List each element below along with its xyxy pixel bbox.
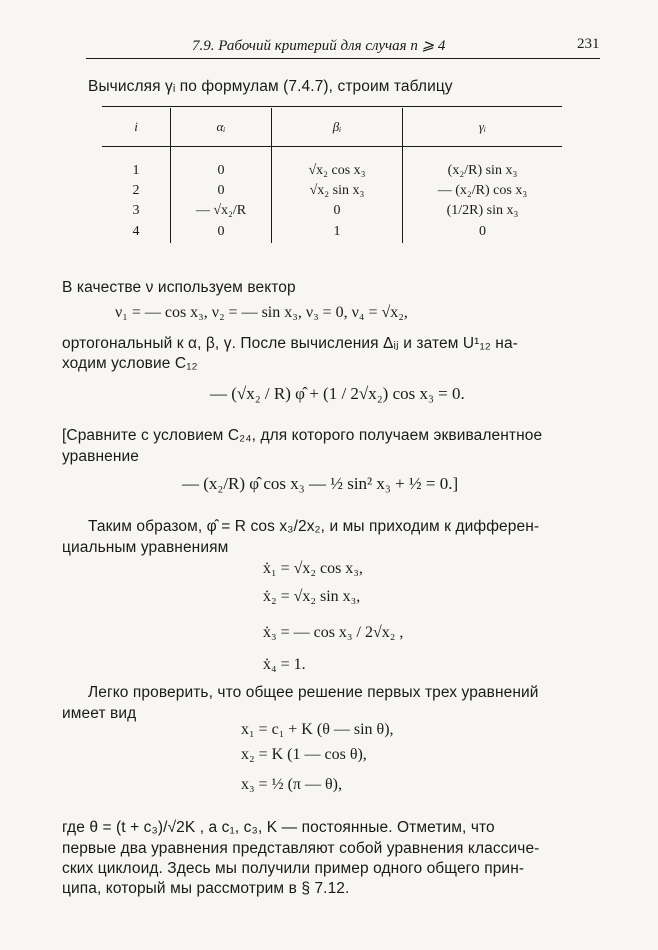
paragraph: ципа, который мы рассмотрим в § 7.12.	[62, 880, 350, 897]
solution-equation: x₃ = ½ (π — θ),	[241, 776, 342, 793]
table-cell: (1/2R) sin x₃	[403, 201, 563, 221]
ode-equation: ẋ₃ = — cos x₃ / 2√x₂ ,	[263, 624, 404, 641]
paragraph: [Сравните с условием C₂₄, для которого получаем эквивалентное	[62, 427, 543, 444]
table-cell: 1	[132, 163, 140, 178]
table-cell: 0	[403, 221, 563, 243]
table-header-cell: βᵢ	[272, 108, 403, 147]
paragraph: Легко проверить, что общее решение первых трех уравнений	[88, 684, 539, 701]
paragraph: ходим условие C₁₂	[62, 355, 198, 372]
equation-c24: — (x₂/R) φ̂ cos x₃ — ½ sin² x₃ + ½ = 0.]	[182, 474, 459, 493]
page-number: 231	[577, 36, 600, 52]
table-cell: 0	[171, 221, 272, 243]
equation-nu: ν₁ = — cos x₃, ν₂ = — sin x₃, ν₃ = 0, ν₄ = √x₂,	[115, 304, 408, 321]
paragraph: циальным уравнениям	[62, 539, 229, 556]
table-row	[102, 181, 562, 201]
equation-c12: — (√x₂ / R) φ̂ + (1 / 2√x₂) cos x₃ = 0.	[210, 384, 465, 403]
table-cell: √x₂ cos x₃	[272, 161, 403, 181]
paragraph: ортогональный к α, β, γ. После вычисления Δᵢⱼ и затем U¹₁₂ на-	[62, 335, 518, 352]
running-title: 7.9. Рабочий критерий для случая n ⩾ 4	[192, 38, 446, 54]
paragraph: В качестве ν используем вектор	[62, 279, 296, 296]
table-cell: 2	[132, 183, 140, 198]
table-cell: 1	[272, 221, 403, 243]
table-cell: 0	[171, 161, 272, 181]
solution-equation: x₁ = c₁ + K (θ — sin θ),	[241, 721, 394, 738]
table-cell: √x₂ sin x₃	[272, 181, 403, 201]
table-header-row	[102, 108, 562, 147]
table-cell: 3	[132, 203, 140, 218]
table-header-cell: γᵢ	[403, 108, 563, 147]
table-row	[102, 201, 562, 221]
table-cell: (x₂/R) sin x₃	[403, 161, 563, 181]
table-cell: 4	[132, 224, 140, 239]
ode-equation: ẋ₁ = √x₂ cos x₃,	[263, 560, 363, 577]
table-row	[102, 161, 562, 181]
intro-text: Вычисляя γᵢ по формулам (7.4.7), строим таблицу	[88, 78, 453, 95]
paragraph: первые два уравнения представляют собой уравнения классиче-	[62, 840, 540, 857]
table-cell: — √x₂/R	[171, 201, 272, 221]
table-header-cell: i	[102, 108, 171, 147]
paragraph: Таким образом, φ̂ = R cos x₃/2x₂, и мы приходим к дифферен-	[88, 518, 540, 535]
header-rule	[86, 58, 600, 59]
paragraph: ских циклоид. Здесь мы получили пример одного общего прин-	[62, 860, 525, 877]
table-header-cell: αᵢ	[171, 108, 272, 147]
table-top-rule	[102, 106, 562, 107]
ode-equation: ẋ₄ = 1.	[263, 656, 306, 673]
table-cell: 0	[171, 181, 272, 201]
paragraph: имеет вид	[62, 705, 137, 722]
paragraph: где θ = (t + c₃)/√2K , а c₁, c₃, K — постоянные. Отметим, что	[62, 819, 495, 836]
solution-equation: x₂ = K (1 — cos θ),	[241, 746, 367, 763]
table-cell: 0	[272, 201, 403, 221]
paragraph: уравнение	[62, 448, 139, 465]
table-row	[102, 221, 562, 243]
values-table	[102, 108, 562, 243]
table-cell: — (x₂/R) cos x₃	[403, 181, 563, 201]
ode-equation: ẋ₂ = √x₂ sin x₃,	[263, 588, 361, 605]
